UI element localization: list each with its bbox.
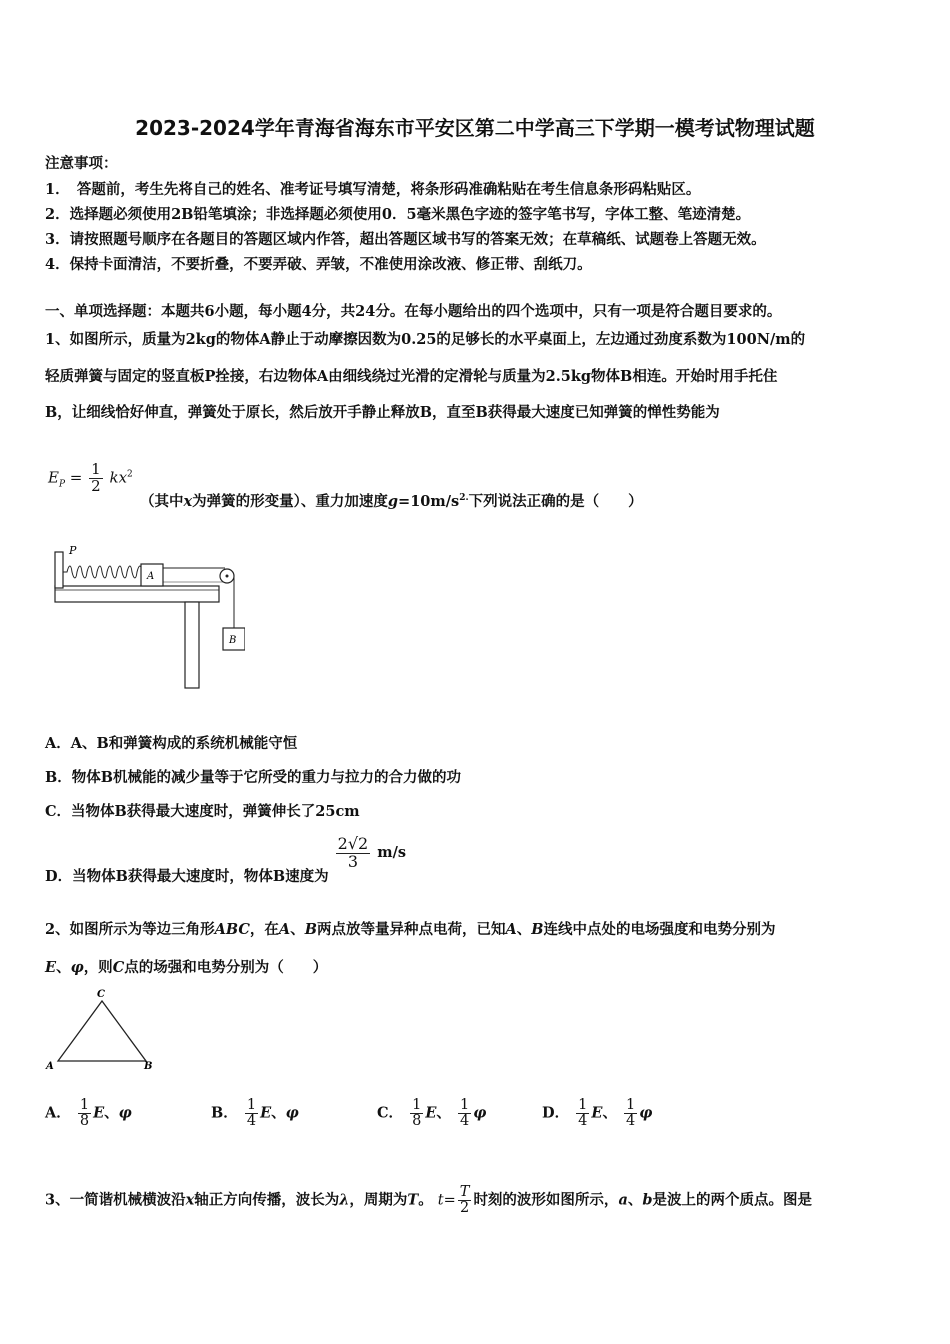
q2-l1-a: 2、如图所示为等边三角形	[45, 921, 215, 938]
q2-l1-d: 连线中点处的电场强度和电势分别为	[543, 921, 776, 938]
tail-exp: 2.	[459, 493, 469, 504]
q2-opt-a-letter: A．	[45, 1104, 71, 1122]
q2-line-1	[45, 918, 775, 939]
q2-opt-d-den1: 4	[578, 1113, 588, 1130]
q3-lambda: λ	[339, 1191, 350, 1209]
q2-opt-b-e: E	[260, 1104, 272, 1122]
label-a: A	[147, 571, 155, 582]
formula-fraction	[89, 462, 103, 495]
formula-eq: =	[69, 468, 83, 487]
tail-g: g	[387, 493, 399, 510]
q2-opt-c-frac2	[458, 1098, 471, 1129]
q3-b-point: b	[642, 1191, 653, 1209]
q3-d: 。	[418, 1191, 433, 1209]
q2-opt-b-den: 4	[246, 1113, 257, 1130]
tail-b: 为弹簧的形变量）、重力加速度	[192, 493, 388, 510]
notice-item-3: 3．请按照题号顺序在各题目的答题区域内作答，超出答题区域书写的答案无效；在草稿纸、试题卷上答题无效。	[45, 231, 766, 248]
label-b: B	[229, 635, 237, 646]
q2-l1-A: A	[278, 921, 291, 938]
label-a: A	[46, 1061, 54, 1072]
notice-heading: 注意事项：	[45, 155, 118, 172]
q1-option-d-prefix: D．当物体B获得最大速度时，物体B速度为	[45, 868, 329, 886]
q2-opt-b-sep: 、	[271, 1104, 286, 1122]
tail-x: x	[183, 493, 193, 510]
q1-line-3: B，让细线恰好伸直，弹簧处于原长，然后放开手静止释放B，直至B获得最大速度已知弹簧的惮性势能为	[45, 404, 720, 421]
q2-l1-abc: ABC	[214, 921, 250, 938]
q2-opt-b-letter: B．	[211, 1104, 238, 1122]
q2-option-b[interactable]	[211, 1098, 299, 1129]
q1-option-a[interactable]: A．A、B和弹簧构成的系统机械能守恒	[45, 735, 298, 752]
q2-line-2	[45, 956, 327, 977]
q2-l1-b: ，在	[249, 921, 279, 938]
q2-opt-b-frac	[245, 1098, 258, 1129]
q3-frac-den: 2	[459, 1200, 470, 1217]
q1-option-d-fraction	[336, 836, 371, 871]
q2-l1-sep2: 、	[516, 921, 532, 938]
q2-l2-c: 点的场强和电势分别为（ ）	[124, 959, 328, 976]
formula-exp: 2	[127, 469, 133, 480]
formula-den: 2	[91, 476, 101, 495]
q2-opt-c-den2: 4	[459, 1113, 470, 1130]
q2-opt-c-e: E	[425, 1104, 437, 1122]
q3-f: 是波上的两个质点。图是	[652, 1191, 812, 1209]
q3-eq: =	[443, 1192, 456, 1209]
q2-opt-c-num2: 1	[459, 1097, 470, 1113]
q3-T: T	[407, 1191, 419, 1209]
q2-l2-phi: φ	[70, 959, 84, 976]
q2-triangle-figure	[42, 985, 162, 1075]
label-b: B	[144, 1061, 153, 1072]
q3-x: x	[185, 1191, 195, 1209]
q2-opt-a-phi: φ	[118, 1104, 132, 1122]
q2-l1-c: 两点放等量异种点电荷，已知	[316, 921, 506, 938]
q2-opt-d-num1: 1	[578, 1097, 588, 1113]
formula-kx: kx	[109, 468, 128, 487]
q2-opt-d-frac1	[576, 1098, 589, 1129]
q2-option-d[interactable]	[542, 1098, 652, 1129]
page-title: 2023-2024学年青海省海东市平安区第二中学高三下学期一模考试物理试题	[135, 116, 815, 140]
q2-opt-d-e: E	[591, 1104, 603, 1122]
q2-option-c[interactable]	[377, 1098, 486, 1129]
q2-l2-C: C	[112, 959, 125, 976]
q2-l1-B: B	[304, 921, 317, 938]
q2-opt-a-den: 8	[79, 1113, 90, 1130]
q1-formula-tail	[140, 490, 643, 511]
tail-a: （其中	[140, 493, 184, 510]
q1-option-d[interactable]	[45, 834, 407, 886]
q2-opt-d-phi: φ	[639, 1104, 653, 1122]
q3-sep: 、	[627, 1191, 643, 1209]
tail-c: =10m/s	[398, 493, 460, 510]
tail-d: 下列说法正确的是（ ）	[468, 493, 643, 510]
q1-spring-pulley-figure	[45, 540, 245, 692]
q2-l1-A2: A	[505, 921, 517, 938]
q2-opt-a-num: 1	[79, 1097, 90, 1113]
q3-a: 3、一简谐机械横波沿	[45, 1191, 186, 1209]
formula-sub: P	[58, 479, 66, 490]
q1-option-c[interactable]: C．当物体B获得最大速度时，弹簧伸长了25cm	[45, 803, 360, 820]
notice-item-4: 4．保持卡面清洁，不要折叠，不要弄破、弄皱，不准使用涂改液、修正带、刮纸刀。	[45, 256, 592, 273]
q2-opt-d-frac2	[624, 1098, 637, 1129]
section-heading: 一、单项选择题：本题共6小题，每小题4分，共24分。在每小题给出的四个选项中，只有一项是符合题目要求的。	[45, 303, 782, 320]
q2-l1-B2: B	[531, 921, 544, 938]
q2-opt-c-sep: 、	[436, 1104, 451, 1122]
formula-num: 1	[91, 460, 101, 478]
q2-opt-b-phi: φ	[285, 1104, 299, 1122]
q2-opt-c-phi: φ	[473, 1104, 487, 1122]
q1-line-2: 轻质弹簧与固定的竖直板P拴接，右边物体A由细线绕过光滑的定滑轮与质量为2.5kg物体B相连。开始时用手托住	[45, 368, 778, 385]
q3-line-1	[45, 1185, 812, 1216]
q2-opt-d-den2: 4	[626, 1113, 636, 1130]
q3-frac	[458, 1185, 472, 1216]
q3-c: ，周期为	[349, 1191, 408, 1209]
q1-energy-formula	[48, 462, 133, 495]
q1-option-d-num: 2√2	[337, 834, 369, 853]
q2-l2-a: 、	[56, 959, 71, 976]
q2-opt-d-num2: 1	[626, 1097, 636, 1113]
notice-item-2: 2．选择题必须使用2B铅笔填涂；非选择题必须使用0．5毫米黑色字迹的签字笔书写，字体工整、笔迹清楚。	[45, 206, 751, 223]
q2-opt-c-num1: 1	[412, 1097, 422, 1113]
q3-e: 时刻的波形如图所示，	[473, 1191, 619, 1209]
q3-t: t	[437, 1192, 444, 1209]
label-c: C	[97, 989, 105, 1000]
q3-b: 轴正方向传播，波长为	[194, 1191, 340, 1209]
q2-opt-c-letter: C．	[377, 1104, 404, 1122]
q2-opt-b-num: 1	[246, 1097, 257, 1113]
q2-opt-d-letter: D．	[542, 1104, 570, 1122]
q2-opt-a-sep: 、	[104, 1104, 119, 1122]
formula-e: E	[48, 468, 59, 487]
q3-a-point: a	[618, 1191, 628, 1209]
label-p: P	[69, 544, 77, 557]
q2-l2-b: ，则	[83, 959, 113, 976]
q2-option-a[interactable]	[45, 1098, 132, 1129]
q1-option-d-unit: m/s	[377, 844, 407, 862]
q2-opt-c-frac1	[410, 1098, 423, 1129]
notice-item-1: 1． 答题前，考生先将自己的姓名、准考证号填写清楚，将条形码准确粘贴在考生信息条形码粘贴区。	[45, 181, 701, 198]
q3-frac-num: T	[459, 1184, 470, 1200]
q1-option-d-den: 3	[347, 851, 359, 871]
q2-opt-a-frac	[78, 1098, 91, 1129]
q1-option-b[interactable]: B．物体B机械能的减少量等于它所受的重力与拉力的合力做的功	[45, 769, 462, 786]
q1-line-1: 1、如图所示，质量为2kg的物体A静止于动摩擦因数为0.25的足够长的水平桌面上，左边通过劲度系数为100N/m的	[45, 331, 806, 348]
q2-l1-sep: 、	[290, 921, 305, 938]
q2-opt-d-sep: 、	[602, 1104, 617, 1122]
q2-opt-c-den1: 8	[412, 1113, 422, 1130]
q2-opt-a-e: E	[93, 1104, 105, 1122]
q2-l2-E: E	[45, 959, 57, 976]
